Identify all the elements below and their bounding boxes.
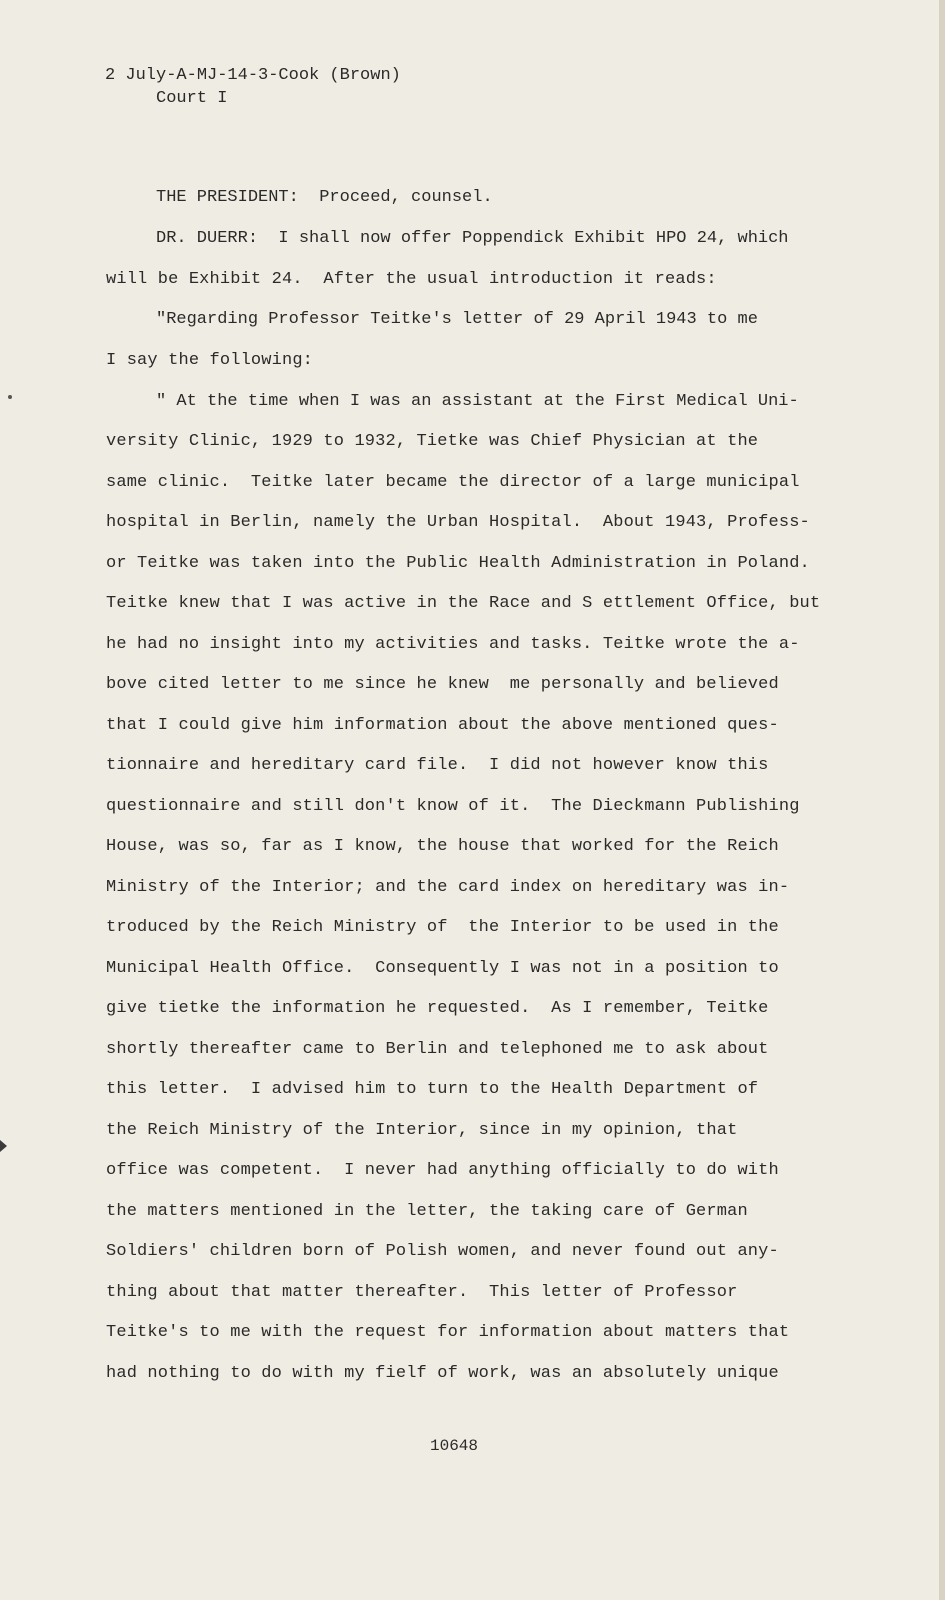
text-line: the Reich Ministry of the Interior, since in my opinion, that [106, 1121, 738, 1140]
text-line: troduced by the Reich Ministry of the Interior to be used in the [106, 918, 779, 937]
text-line: Teitke's to me with the request for information about matters that [106, 1323, 790, 1342]
text-line: this letter. I advised him to turn to the Health Department of [106, 1080, 759, 1099]
text-line: versity Clinic, 1929 to 1932, Tietke was Chief Physician at the [106, 432, 759, 451]
text-line: tionnaire and hereditary card file. I did not however know this [106, 756, 769, 775]
text-line: Ministry of the Interior; and the card index on hereditary was in- [106, 878, 790, 897]
text-line: Soldiers' children born of Polish women, and never found out any- [106, 1242, 779, 1261]
margin-dot [8, 395, 12, 399]
text-line: hospital in Berlin, namely the Urban Hospital. About 1943, Profess- [106, 513, 810, 532]
text-line: " At the time when I was an assistant at the First Medical Uni- [156, 392, 799, 411]
text-line: questionnaire and still don't know of it. The Dieckmann Publishing [106, 797, 800, 816]
court-line: Court I [156, 89, 228, 108]
text-line: had nothing to do with my fielf of work, was an absolutely unique [106, 1364, 779, 1383]
page-edge [939, 0, 945, 1600]
page-number: 10648 [430, 1437, 479, 1455]
text-line: I say the following: [106, 351, 314, 370]
text-line: he had no insight into my activities and tasks. Teitke wrote the a- [106, 635, 800, 654]
text-line: will be Exhibit 24. After the usual introduction it reads: [106, 270, 717, 289]
text-line: House, was so, far as I know, the house that worked for the Reich [106, 837, 779, 856]
text-line: Teitke knew that I was active in the Race and S ettlement Office, but [106, 594, 821, 613]
text-line: office was competent. I never had anything officially to do with [106, 1161, 779, 1180]
text-line: thing about that matter thereafter. This letter of Professor [106, 1283, 738, 1302]
text-line: THE PRESIDENT: Proceed, counsel. [156, 188, 493, 207]
text-line: Municipal Health Office. Consequently I was not in a position to [106, 959, 779, 978]
text-line: the matters mentioned in the letter, the taking care of German [106, 1202, 748, 1221]
binder-tick [0, 1140, 7, 1152]
text-line: or Teitke was taken into the Public Health Administration in Poland. [106, 554, 810, 573]
text-line: same clinic. Teitke later became the director of a large municipal [106, 473, 800, 492]
text-line: give tietke the information he requested. As I remember, Teitke [106, 999, 769, 1018]
text-line: bove cited letter to me since he knew me personally and believed [106, 675, 779, 694]
reference-line: 2 July-A-MJ-14-3-Cook (Brown) [105, 66, 401, 85]
text-line: "Regarding Professor Teitke's letter of 29 April 1943 to me [156, 310, 758, 329]
text-line: DR. DUERR: I shall now offer Poppendick Exhibit HPO 24, which [156, 229, 789, 248]
text-line: that I could give him information about the above mentioned ques- [106, 716, 779, 735]
text-line: shortly thereafter came to Berlin and telephoned me to ask about [106, 1040, 769, 1059]
